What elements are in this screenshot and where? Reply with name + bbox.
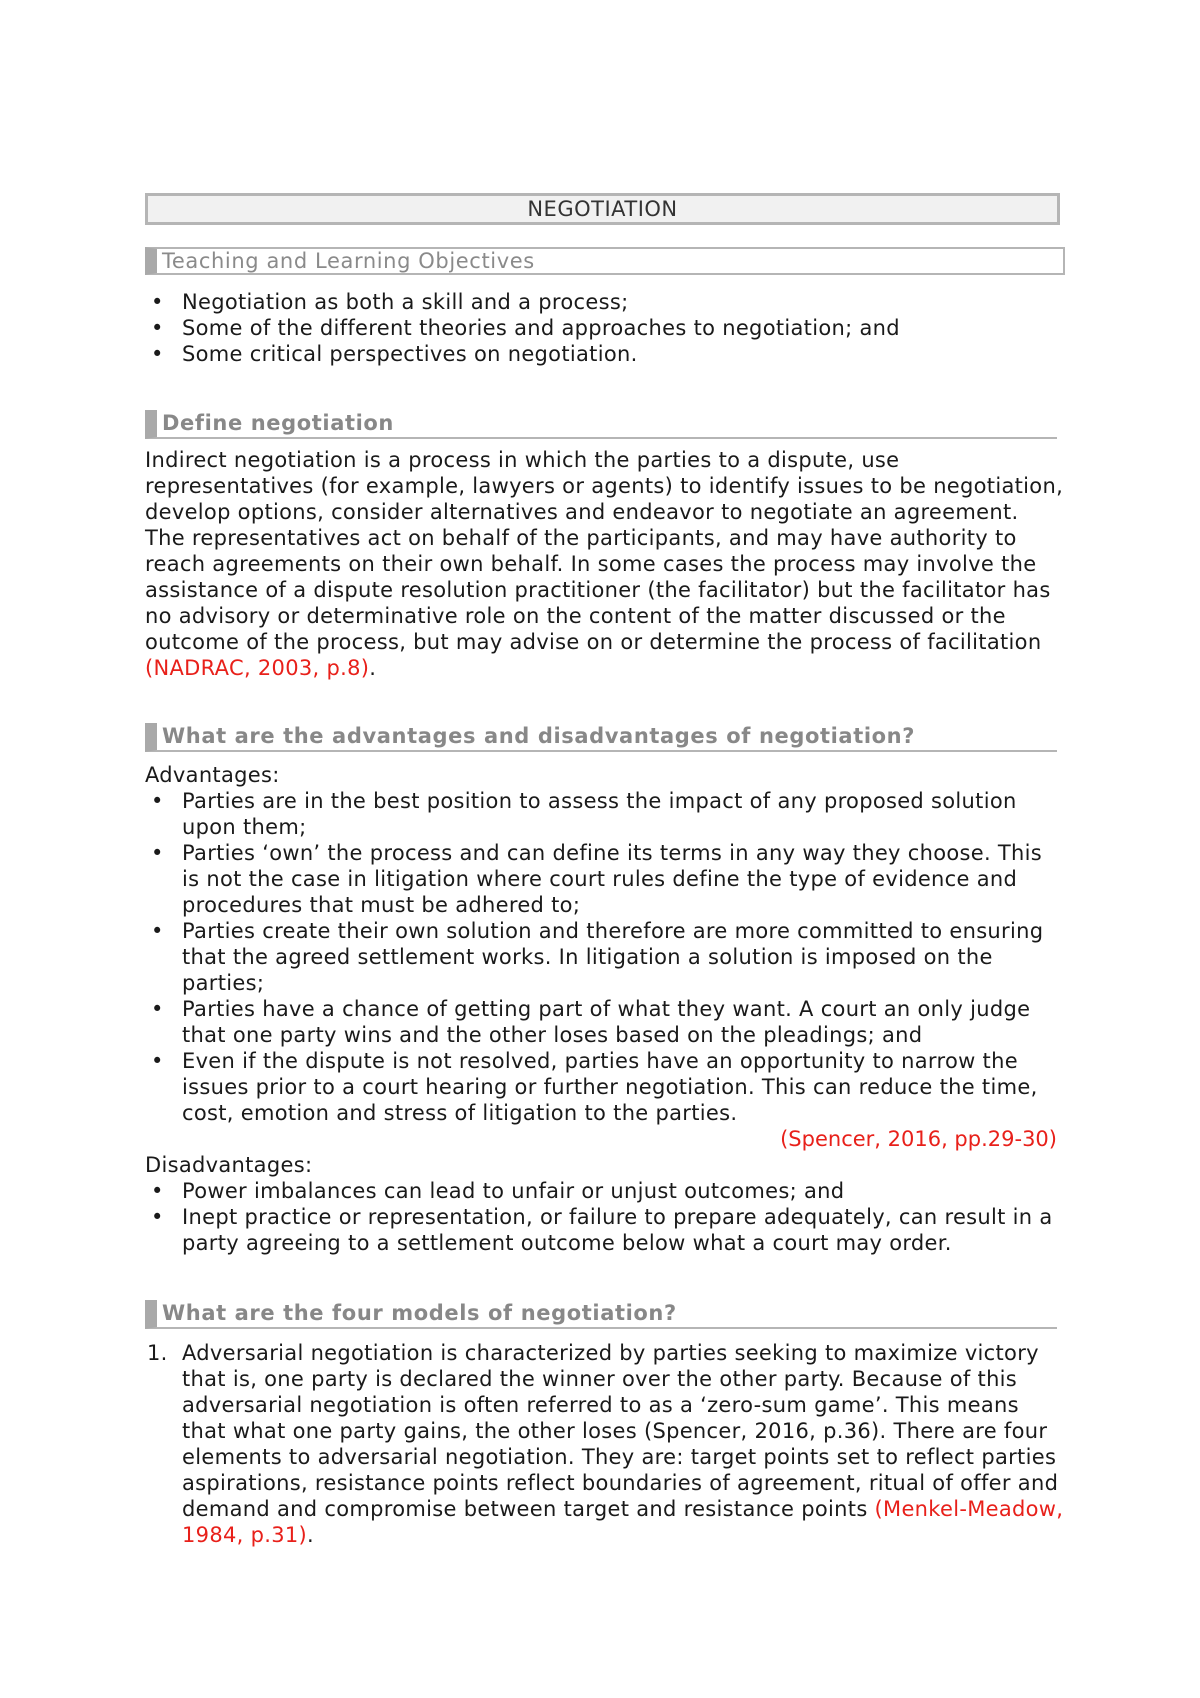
list-item: • Parties create their own solution and therefore are more committed to ensuring that the agreed settlement works. In litigation a solution is imposed on the parties; bbox=[145, 918, 1065, 996]
define-citation: (NADRAC, 2003, p.8) bbox=[145, 656, 370, 680]
objectives-list bbox=[145, 289, 1065, 367]
define-end: . bbox=[369, 656, 377, 680]
list-item: • Negotiation as both a skill and a process; bbox=[145, 289, 1065, 315]
list-item: • Inept practice or representation, or failure to prepare adequately, can result in a party agreeing to a settlement outcome below what a court may order. bbox=[145, 1204, 1065, 1256]
disadvantages-list bbox=[145, 1178, 1065, 1256]
list-item: • Even if the dispute is not resolved, parties have an opportunity to narrow the issues prior to a court hearing or further negotiation. This can reduce the time, cost, emotion and stress of litigation to the parties. bbox=[145, 1048, 1065, 1126]
models-heading: What are the four models of negotiation? bbox=[145, 1300, 1057, 1329]
advantages-citation: (Spencer, 2016, pp.29-30) bbox=[780, 1127, 1057, 1151]
list-item: • Power imbalances can lead to unfair or unjust outcomes; and bbox=[145, 1178, 1065, 1204]
document-content bbox=[145, 193, 1065, 1548]
model-citation: (Menkel-Meadow, 1984, p.31) bbox=[182, 1497, 1064, 1547]
model-text: Adversarial negotiation is characterized by parties seeking to maximize victory that is, one party is declared the winner over the other party. Because of this adversarial negotiation is often referred to as a ‘zero-sum game’. This means that what one party gains, the other loses (Spencer, 2016, p.36). There are four elements to adversarial negotiation. They are: target points set to reflect parties aspirations, resistance points reflect boundaries of agreement, ritual of offer and demand and compromise between target and resistance points bbox=[182, 1341, 1059, 1521]
disadvantages-label: Disadvantages: bbox=[145, 1153, 313, 1177]
objectives-heading: Teaching and Learning Objectives bbox=[145, 247, 1065, 275]
list-item: • Parties have a chance of getting part of what they want. A court an only judge that one party wins and the other loses based on the pleadings; and bbox=[145, 996, 1065, 1048]
list-item: • Parties ‘own’ the process and can define its terms in any way they choose. This is not the case in litigation where court rules define the type of evidence and procedures that must be adhered to; bbox=[145, 840, 1065, 918]
list-item: • Parties are in the best position to assess the impact of any proposed solution upon them; bbox=[145, 788, 1065, 840]
list-item: • Some critical perspectives on negotiation. bbox=[145, 341, 1065, 367]
list-number: 1. bbox=[147, 1341, 168, 1365]
list-item bbox=[145, 1340, 1065, 1548]
advantages-list bbox=[145, 788, 1065, 1126]
define-body: Indirect negotiation is a process in which the parties to a dispute, use representatives (for example, lawyers or agents) to identify issues to be negotiation, develop options, consider alternatives and endeavor to negotiate an agreement. The representatives act on behalf of the participants, and may have authority to reach agreements on their own behalf. In some cases the process may involve the assistance of a dispute resolution practitioner (the facilitator) but the facilitator has no advisory or determinative role on the content of the matter discussed or the outcome of the process, but may advise on or determine the process of facilitation bbox=[145, 448, 1064, 654]
model-end: . bbox=[307, 1523, 314, 1547]
define-paragraph bbox=[145, 447, 1065, 681]
page-title: NEGOTIATION bbox=[145, 193, 1060, 225]
advantages-label: Advantages: bbox=[145, 763, 280, 787]
list-item: • Some of the different theories and approaches to negotiation; and bbox=[145, 315, 1065, 341]
models-list bbox=[145, 1340, 1065, 1548]
define-heading: Define negotiation bbox=[145, 410, 1057, 439]
advantages-heading: What are the advantages and disadvantages of negotiation? bbox=[145, 723, 1057, 752]
